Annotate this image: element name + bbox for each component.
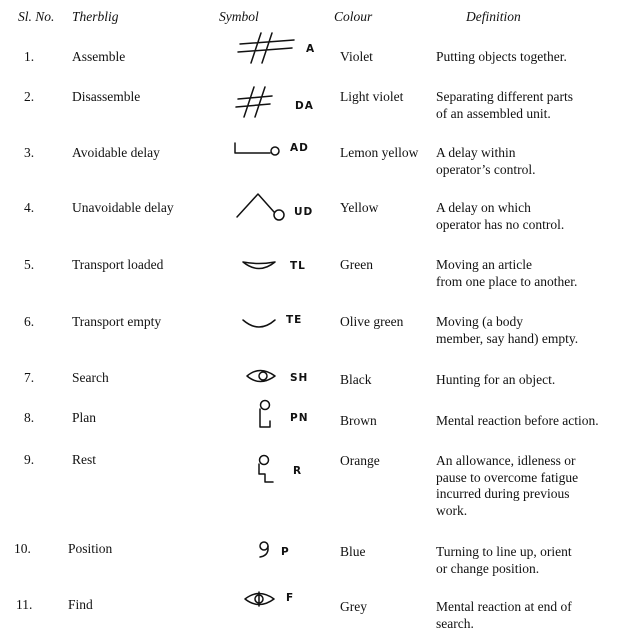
symbol-code: AD — [290, 142, 309, 154]
colour-name: Green — [340, 257, 373, 272]
colour-name: Blue — [340, 544, 366, 559]
row-number: 7. — [24, 370, 35, 385]
header-sl-no: Sl. No. — [18, 9, 55, 24]
header-definition: Definition — [466, 9, 521, 24]
definition: Mental reaction before action. — [436, 413, 599, 428]
assemble-icon — [230, 30, 300, 66]
colour-name: Orange — [340, 453, 380, 468]
plan-icon — [256, 397, 276, 433]
row-number: 2. — [24, 89, 35, 104]
position-icon — [256, 540, 272, 560]
therblig-name: Transport loaded — [72, 257, 164, 272]
row-number: 5. — [24, 257, 35, 272]
row-number: 6. — [24, 314, 35, 329]
unavoidable-delay-icon — [234, 190, 290, 224]
rest-icon — [254, 452, 278, 488]
definition: Moving (a body member, say hand) empty. — [436, 314, 579, 346]
therblig-name: Search — [72, 370, 109, 385]
definition: Turning to line up, orient or change position. — [436, 544, 572, 576]
therblig-name: Unavoidable delay — [72, 200, 174, 215]
disassemble-icon — [232, 84, 278, 120]
colour-name: Violet — [340, 49, 373, 64]
symbol-code: P — [281, 546, 290, 558]
row-number: 1. — [24, 49, 35, 64]
therblig-name: Rest — [72, 452, 97, 467]
colour-name: Olive green — [340, 314, 404, 329]
find-icon — [242, 589, 278, 609]
symbol-code: UD — [294, 206, 314, 218]
definition: An allowance, idleness or pause to overcome fatigue incurred during previous work. — [436, 453, 579, 518]
header-symbol: Symbol — [219, 9, 259, 24]
colour-name: Light violet — [340, 89, 404, 104]
colour-name: Yellow — [340, 200, 379, 215]
row-number: 10. — [14, 541, 31, 556]
definition: A delay on which operator has no control. — [436, 200, 565, 232]
therblig-name: Find — [68, 597, 93, 612]
definition: Moving an article from one place to another. — [436, 257, 578, 289]
row-number: 4. — [24, 200, 35, 215]
therblig-name: Avoidable delay — [72, 145, 160, 160]
search-icon — [244, 366, 280, 386]
colour-name: Black — [340, 372, 372, 387]
row-number: 11. — [16, 597, 33, 612]
row-number: 9. — [24, 452, 35, 467]
definition: Mental reaction at end of search. — [436, 599, 572, 631]
transport-empty-icon — [240, 316, 280, 334]
colour-name: Grey — [340, 599, 367, 614]
definition: Separating different parts of an assembled unit. — [436, 89, 573, 121]
definition: Hunting for an object. — [436, 372, 556, 387]
header-therblig: Therblig — [72, 9, 119, 24]
therblig-name: Transport empty — [72, 314, 162, 329]
therblig-name: Plan — [72, 410, 97, 425]
symbol-code: DA — [295, 100, 314, 112]
therblig-name: Disassemble — [72, 89, 141, 104]
definition: A delay within operator’s control. — [436, 145, 536, 177]
symbol-code: PN — [290, 412, 309, 424]
therblig-name: Assemble — [72, 49, 126, 64]
row-number: 8. — [24, 410, 35, 425]
avoidable-delay-icon — [232, 140, 284, 160]
symbol-code: TE — [286, 314, 303, 326]
transport-loaded-icon — [240, 256, 280, 276]
colour-name: Brown — [340, 413, 377, 428]
colour-name: Lemon yellow — [340, 145, 419, 160]
symbol-code: A — [306, 43, 316, 55]
symbol-code: TL — [290, 260, 306, 272]
symbol-code: R — [293, 465, 303, 477]
symbol-code: SH — [290, 372, 309, 384]
row-number: 3. — [24, 145, 35, 160]
definition: Putting objects together. — [436, 49, 567, 64]
therblig-name: Position — [68, 541, 113, 556]
symbol-code: F — [286, 592, 295, 604]
header-colour: Colour — [334, 9, 373, 24]
